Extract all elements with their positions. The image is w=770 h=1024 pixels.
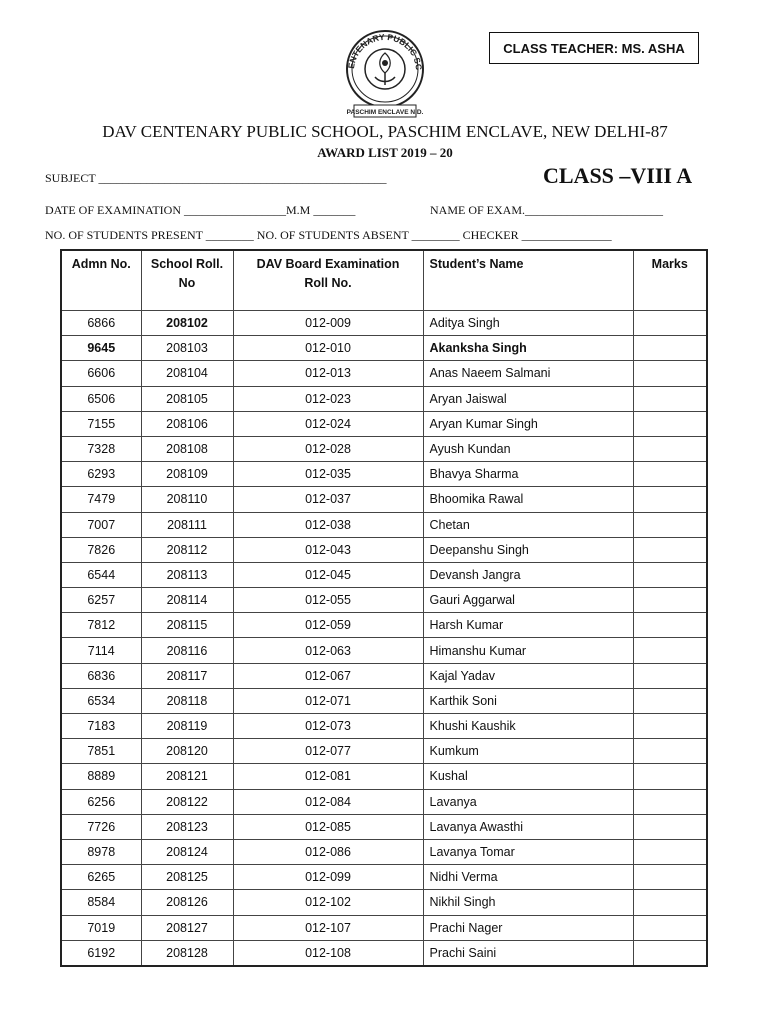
school-roll-cell: 208125 [141, 865, 233, 890]
student-name-cell: Aryan Kumar Singh [423, 411, 633, 436]
table-row [61, 789, 707, 814]
admn-no-cell: 9645 [61, 336, 141, 361]
student-name-cell: Lavanya [423, 789, 633, 814]
table-row [61, 336, 707, 361]
award-list-title: AWARD LIST 2019 – 20 [317, 145, 453, 160]
marks-cell [633, 940, 707, 966]
table-header-row [61, 250, 707, 311]
marks-cell [633, 764, 707, 789]
marks-cell [633, 789, 707, 814]
admn-no-cell: 7183 [61, 714, 141, 739]
dav-roll-cell: 012-013 [233, 361, 423, 386]
table-row [61, 411, 707, 436]
table-row [61, 588, 707, 613]
student-name-cell: Bhoomika Rawal [423, 487, 633, 512]
school-roll-cell: 208106 [141, 411, 233, 436]
marks-cell [633, 386, 707, 411]
student-name-cell: Kajal Yadav [423, 663, 633, 688]
admn-no-cell: 7019 [61, 915, 141, 940]
student-name-cell: Akanksha Singh [423, 336, 633, 361]
dav-roll-cell: 012-038 [233, 512, 423, 537]
logo-top-text: ENTENARY PUBLIC SC [346, 31, 425, 71]
table-row [61, 436, 707, 461]
student-name-cell: Harsh Kumar [423, 613, 633, 638]
dav-roll-cell: 012-035 [233, 462, 423, 487]
table-row [61, 663, 707, 688]
admn-no-cell: 8978 [61, 839, 141, 864]
marks-cell [633, 714, 707, 739]
marks-cell [633, 562, 707, 587]
students-count-field: NO. OF STUDENTS PRESENT ________ NO. OF STUDENTS ABSENT ________ CHECKER _______________ [45, 228, 612, 242]
marks-cell [633, 839, 707, 864]
student-name-cell: Deepanshu Singh [423, 537, 633, 562]
student-name-cell: Karthik Soni [423, 688, 633, 713]
date-of-exam-field: DATE OF EXAMINATION _________________M.M _______ [45, 203, 356, 217]
school-roll-cell: 208128 [141, 940, 233, 966]
dav-roll-cell: 012-081 [233, 764, 423, 789]
table-row [61, 890, 707, 915]
table-row [61, 940, 707, 966]
marks-cell [633, 688, 707, 713]
table-row [61, 714, 707, 739]
admn-no-cell: 6257 [61, 588, 141, 613]
school-roll-cell: 208108 [141, 436, 233, 461]
admn-no-cell: 6606 [61, 361, 141, 386]
dav-roll-cell: 012-085 [233, 814, 423, 839]
admn-no-cell: 7007 [61, 512, 141, 537]
marks-cell [633, 865, 707, 890]
school-roll-cell: 208124 [141, 839, 233, 864]
admn-no-cell: 7826 [61, 537, 141, 562]
student-name-cell: Chetan [423, 512, 633, 537]
header-marks: Marks [633, 250, 707, 311]
subject-field: SUBJECT ________________________________________________ [45, 171, 387, 185]
marks-cell [633, 537, 707, 562]
logo-bottom-text: PASCHIM ENCLAVE N.D. [346, 109, 424, 116]
dav-roll-cell: 012-055 [233, 588, 423, 613]
marks-cell [633, 436, 707, 461]
marks-cell [633, 613, 707, 638]
school-logo [340, 27, 430, 123]
dav-roll-cell: 012-067 [233, 663, 423, 688]
table-row [61, 839, 707, 864]
dav-roll-cell: 012-102 [233, 890, 423, 915]
student-name-cell: Nidhi Verma [423, 865, 633, 890]
admn-no-cell: 6506 [61, 386, 141, 411]
school-name: DAV CENTENARY PUBLIC SCHOOL, PASCHIM ENCLAVE, NEW DELHI-87 [102, 122, 668, 141]
dav-roll-cell: 012-073 [233, 714, 423, 739]
dav-roll-cell: 012-037 [233, 487, 423, 512]
admn-no-cell: 6866 [61, 311, 141, 336]
school-roll-cell: 208120 [141, 739, 233, 764]
marks-cell [633, 487, 707, 512]
header-dav-roll: DAV Board Examination Roll No. [233, 250, 423, 311]
school-roll-cell: 208105 [141, 386, 233, 411]
school-roll-cell: 208111 [141, 512, 233, 537]
dav-roll-cell: 012-071 [233, 688, 423, 713]
marks-cell [633, 638, 707, 663]
admn-no-cell: 7726 [61, 814, 141, 839]
student-name-cell: Khushi Kaushik [423, 714, 633, 739]
dav-roll-cell: 012-023 [233, 386, 423, 411]
dav-roll-cell: 012-084 [233, 789, 423, 814]
table-row [61, 613, 707, 638]
marks-cell [633, 890, 707, 915]
student-name-cell: Devansh Jangra [423, 562, 633, 587]
dav-roll-cell: 012-086 [233, 839, 423, 864]
table-row [61, 814, 707, 839]
school-roll-cell: 208109 [141, 462, 233, 487]
school-roll-cell: 208110 [141, 487, 233, 512]
admn-no-cell: 6265 [61, 865, 141, 890]
student-name-cell: Prachi Nager [423, 915, 633, 940]
admn-no-cell: 8889 [61, 764, 141, 789]
school-roll-cell: 208113 [141, 562, 233, 587]
school-roll-cell: 208126 [141, 890, 233, 915]
school-roll-cell: 208123 [141, 814, 233, 839]
admn-no-cell: 6192 [61, 940, 141, 966]
admn-no-cell: 7851 [61, 739, 141, 764]
table-row [61, 537, 707, 562]
class-title: CLASS –VIII A [543, 163, 693, 188]
marks-cell [633, 462, 707, 487]
marks-cell [633, 663, 707, 688]
admn-no-cell: 6836 [61, 663, 141, 688]
student-name-cell: Ayush Kundan [423, 436, 633, 461]
dav-roll-cell: 012-010 [233, 336, 423, 361]
table-row [61, 512, 707, 537]
admn-no-cell: 8584 [61, 890, 141, 915]
marks-cell [633, 336, 707, 361]
student-name-cell: Aryan Jaiswal [423, 386, 633, 411]
student-name-cell: Himanshu Kumar [423, 638, 633, 663]
table-row [61, 311, 707, 336]
school-roll-cell: 208122 [141, 789, 233, 814]
marks-cell [633, 915, 707, 940]
table-row [61, 462, 707, 487]
class-teacher-box: CLASS TEACHER: MS. ASHA [489, 32, 699, 64]
admn-no-cell: 6544 [61, 562, 141, 587]
student-name-cell: Anas Naeem Salmani [423, 361, 633, 386]
name-of-exam-field: NAME OF EXAM._______________________ [430, 203, 664, 217]
award-table [60, 249, 708, 967]
dav-roll-cell: 012-024 [233, 411, 423, 436]
school-roll-cell: 208115 [141, 613, 233, 638]
header-admn-no: Admn No. [61, 250, 141, 311]
student-name-cell: Prachi Saini [423, 940, 633, 966]
dav-roll-cell: 012-099 [233, 865, 423, 890]
student-name-cell: Bhavya Sharma [423, 462, 633, 487]
table-row [61, 915, 707, 940]
admn-no-cell: 7114 [61, 638, 141, 663]
dav-roll-cell: 012-009 [233, 311, 423, 336]
dav-roll-cell: 012-077 [233, 739, 423, 764]
table-row [61, 739, 707, 764]
admn-no-cell: 7328 [61, 436, 141, 461]
school-roll-cell: 208103 [141, 336, 233, 361]
table-row [61, 865, 707, 890]
school-roll-cell: 208112 [141, 537, 233, 562]
student-name-cell: Lavanya Awasthi [423, 814, 633, 839]
dav-roll-cell: 012-063 [233, 638, 423, 663]
admn-no-cell: 6534 [61, 688, 141, 713]
dav-roll-cell: 012-107 [233, 915, 423, 940]
school-roll-cell: 208127 [141, 915, 233, 940]
table-row [61, 764, 707, 789]
table-row [61, 361, 707, 386]
school-roll-cell: 208104 [141, 361, 233, 386]
admn-no-cell: 7479 [61, 487, 141, 512]
admn-no-cell: 7155 [61, 411, 141, 436]
student-name-cell: Aditya Singh [423, 311, 633, 336]
student-name-cell: Kushal [423, 764, 633, 789]
school-roll-cell: 208114 [141, 588, 233, 613]
marks-cell [633, 311, 707, 336]
table-row [61, 487, 707, 512]
school-roll-cell: 208117 [141, 663, 233, 688]
student-name-cell: Kumkum [423, 739, 633, 764]
school-roll-cell: 208118 [141, 688, 233, 713]
student-name-cell: Nikhil Singh [423, 890, 633, 915]
school-roll-cell: 208116 [141, 638, 233, 663]
school-roll-cell: 208121 [141, 764, 233, 789]
table-row [61, 688, 707, 713]
student-name-cell: Lavanya Tomar [423, 839, 633, 864]
header-school-roll: School Roll. No [141, 250, 233, 311]
table-row [61, 562, 707, 587]
admn-no-cell: 7812 [61, 613, 141, 638]
header-student-name: Student’s Name [423, 250, 633, 311]
student-name-cell: Gauri Aggarwal [423, 588, 633, 613]
marks-cell [633, 588, 707, 613]
marks-cell [633, 361, 707, 386]
dav-roll-cell: 012-045 [233, 562, 423, 587]
admn-no-cell: 6293 [61, 462, 141, 487]
admn-no-cell: 6256 [61, 789, 141, 814]
table-row [61, 386, 707, 411]
dav-roll-cell: 012-108 [233, 940, 423, 966]
marks-cell [633, 739, 707, 764]
table-row [61, 638, 707, 663]
dav-roll-cell: 012-059 [233, 613, 423, 638]
marks-cell [633, 814, 707, 839]
dav-roll-cell: 012-028 [233, 436, 423, 461]
dav-roll-cell: 012-043 [233, 537, 423, 562]
marks-cell [633, 512, 707, 537]
school-roll-cell: 208102 [141, 311, 233, 336]
marks-cell [633, 411, 707, 436]
school-roll-cell: 208119 [141, 714, 233, 739]
